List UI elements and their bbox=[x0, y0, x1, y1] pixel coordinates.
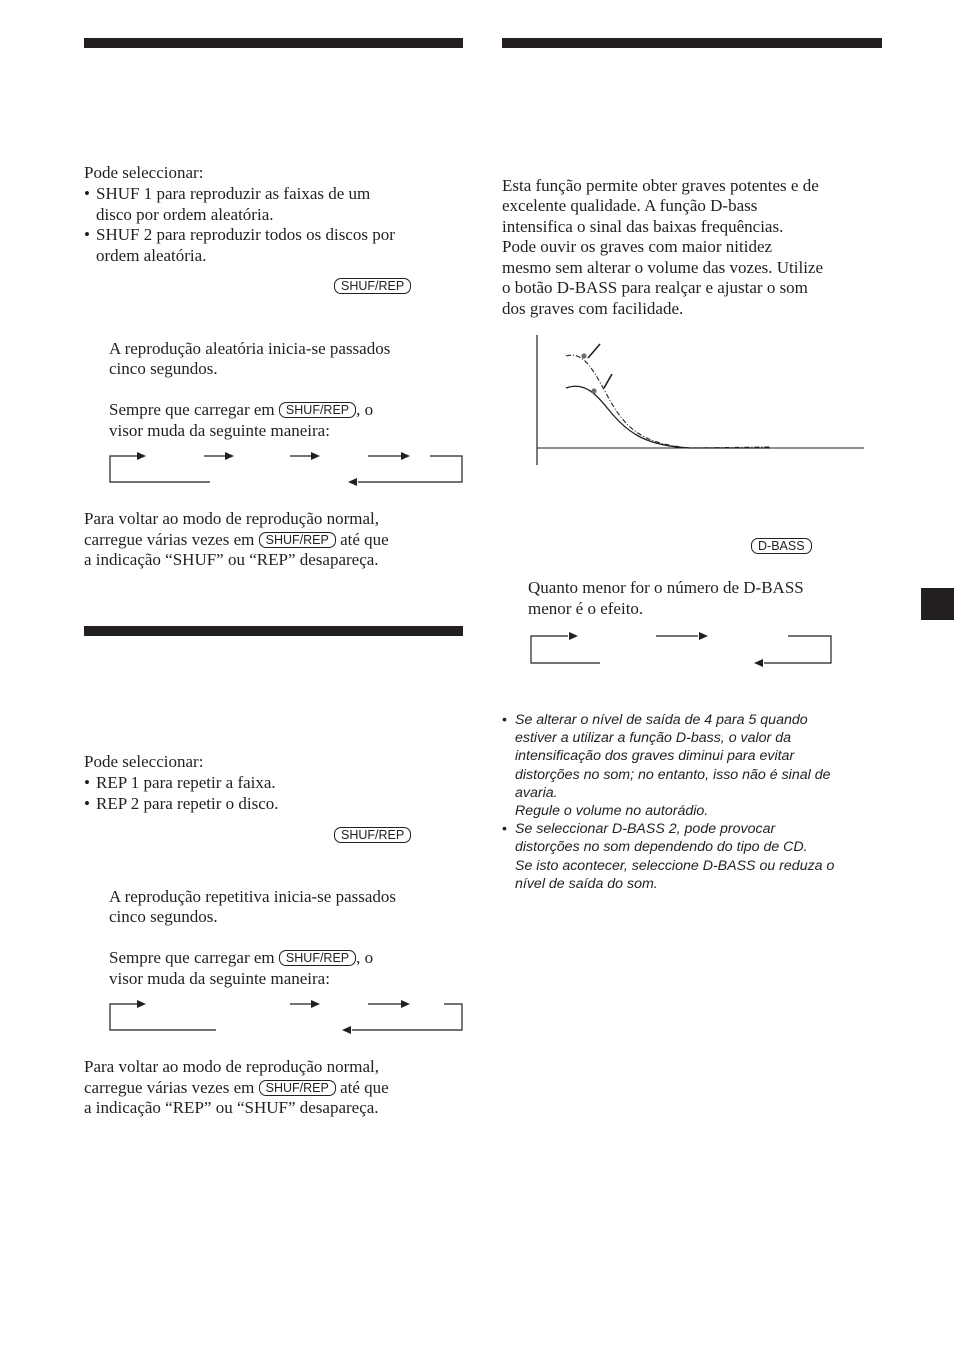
repeat-option-2: • REP 2 para repetir o disco. bbox=[84, 794, 279, 813]
shuffle-cancel-text-b: até que bbox=[340, 530, 389, 549]
dbass-description-line: Pode ouvir os graves com maior nitidez bbox=[502, 237, 773, 256]
shuffle-display-cycle-diagram bbox=[104, 446, 464, 486]
repeat-start-line2: cinco segundos. bbox=[109, 907, 218, 926]
section-rule-shuffle bbox=[84, 38, 463, 48]
shuffle-press-text-a: Sempre que carregar em bbox=[109, 400, 275, 419]
dbass-description-line: Esta função permite obter graves potentes e de bbox=[502, 176, 819, 195]
d-bass-button[interactable]: D-BASS bbox=[751, 538, 812, 554]
repeat-cancel-text-a: carregue várias vezes em bbox=[84, 1078, 255, 1097]
repeat-cancel-line1: Para voltar ao modo de reprodução normal, bbox=[84, 1057, 380, 1076]
repeat-press-line1 bbox=[109, 948, 373, 969]
dbass-note: • Se alterar o nível de saída de 4 para 5 quando estiver a utilizar a função D-bass, o valor da intensificação dos graves diminui para evitar distorções no som; no entanto, isso não é sinal de avaria. Regule o volume no autorádio. bbox=[502, 712, 831, 820]
shuffle-option-1: • SHUF 1 para reproduzir as faixas de um disco por ordem aleatória. bbox=[84, 184, 371, 224]
page-thumb-tab bbox=[921, 588, 954, 620]
shuffle-cancel-line2 bbox=[84, 530, 389, 551]
shuffle-cancel-line3: a indicação “SHUF” ou “REP” desapareça. bbox=[84, 550, 379, 569]
dbass-notes bbox=[502, 711, 887, 893]
repeat-start-line1: A reprodução repetitiva inicia-se passados bbox=[109, 887, 397, 906]
shuf-rep-button[interactable]: SHUF/REP bbox=[259, 532, 336, 548]
repeat-cancel-text-b: até que bbox=[340, 1078, 389, 1097]
repeat-press-text-b: , o bbox=[356, 948, 374, 967]
shuffle-press-line1 bbox=[109, 400, 373, 421]
shuf-rep-button[interactable]: SHUF/REP bbox=[259, 1080, 336, 1096]
shuf-rep-button[interactable]: SHUF/REP bbox=[279, 402, 356, 418]
repeat-press-line2: visor muda da seguinte maneira: bbox=[109, 969, 330, 988]
shuffle-start-line1: A reprodução aleatória inicia-se passados bbox=[109, 339, 391, 358]
dbass-level-cycle-diagram bbox=[526, 626, 836, 662]
dbass-description-line: excelente qualidade. A função D-bass bbox=[502, 196, 758, 215]
dbass-frequency-response-diagram bbox=[530, 330, 870, 470]
dbass-effect-line1: Quanto menor for o número de D-BASS bbox=[528, 578, 804, 597]
shuffle-press-text-b: , o bbox=[356, 400, 374, 419]
dbass-description-line: dos graves com facilidade. bbox=[502, 299, 684, 318]
shuffle-intro: Pode seleccionar: bbox=[84, 163, 204, 182]
repeat-press-text-a: Sempre que carregar em bbox=[109, 948, 275, 967]
shuf-rep-button[interactable]: SHUF/REP bbox=[279, 950, 356, 966]
shuffle-option-2: • SHUF 2 para reproduzir todos os discos por ordem aleatória. bbox=[84, 225, 395, 265]
dbass-note: • Se seleccionar D-BASS 2, pode provocar distorções no som dependendo do tipo de CD. Se isto acontecer, seleccione D-BASS ou reduza o nível de saída do som. bbox=[502, 821, 835, 892]
dbass-description-line: mesmo sem alterar o volume das vozes. Utilize bbox=[502, 258, 824, 277]
dbass-description-line: intensifica o sinal das baixas frequências. bbox=[502, 217, 784, 236]
repeat-intro: Pode seleccionar: bbox=[84, 752, 204, 771]
shuffle-press-line2: visor muda da seguinte maneira: bbox=[109, 421, 330, 440]
shuf-rep-button[interactable]: SHUF/REP bbox=[334, 278, 411, 294]
dbass-effect-line2: menor é o efeito. bbox=[528, 599, 644, 618]
shuffle-cancel-line1: Para voltar ao modo de reprodução normal, bbox=[84, 509, 380, 528]
shuffle-start-line2: cinco segundos. bbox=[109, 359, 218, 378]
repeat-cancel-line2 bbox=[84, 1078, 389, 1099]
repeat-option-1: • REP 1 para repetir a faixa. bbox=[84, 773, 276, 792]
repeat-cancel-line3: a indicação “REP” ou “SHUF” desapareça. bbox=[84, 1098, 379, 1117]
shuffle-cancel-text-a: carregue várias vezes em bbox=[84, 530, 255, 549]
shuf-rep-button[interactable]: SHUF/REP bbox=[334, 827, 411, 843]
section-rule-dbass bbox=[502, 38, 882, 48]
section-rule-repeat bbox=[84, 626, 463, 636]
repeat-display-cycle-diagram bbox=[104, 994, 464, 1034]
dbass-description-line: o botão D-BASS para realçar e ajustar o som bbox=[502, 278, 808, 297]
